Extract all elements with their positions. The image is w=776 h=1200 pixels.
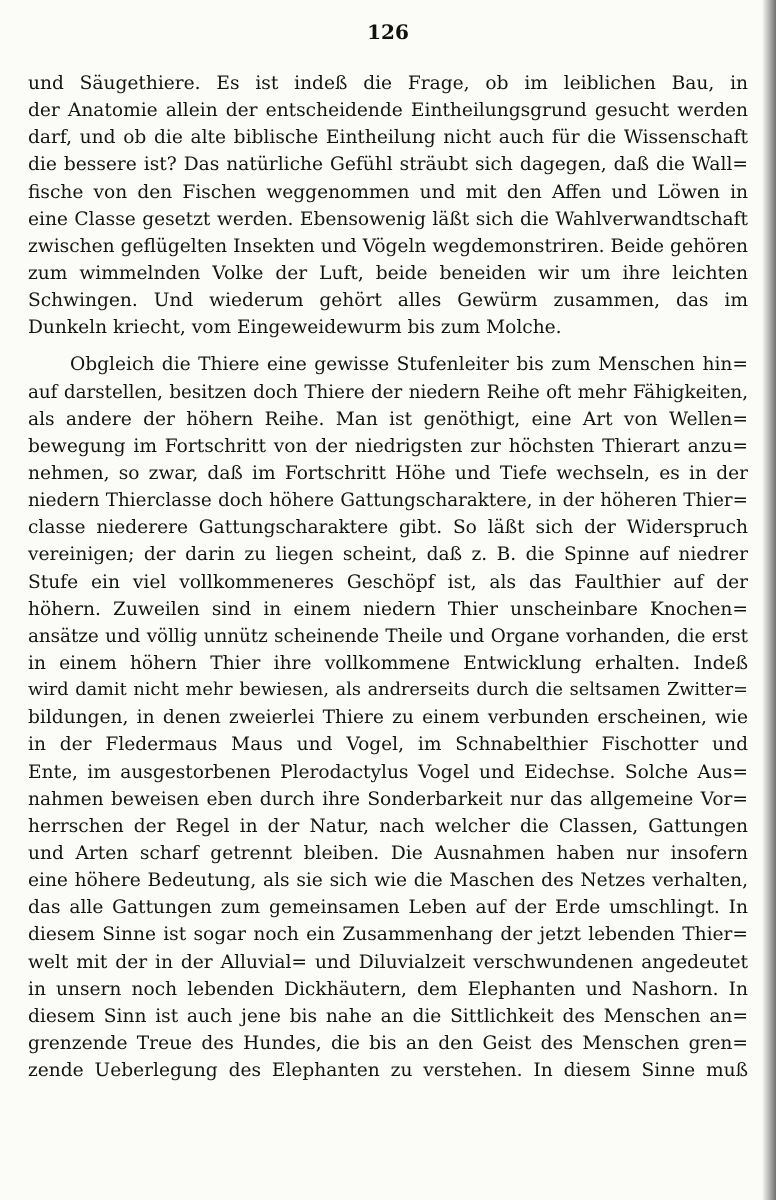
text-line: Ente, im ausgestorbenen Plerodactylus Vogel und Eidechse. Solche Aus= [28, 761, 748, 783]
page-edge-shadow [762, 0, 776, 1200]
text-line: grenzende Treue des Hundes, die bis an den Geist des Menschen gren= [28, 1032, 748, 1054]
text-line: und Arten scharf getrennt bleiben. Die Ausnahmen haben nur insofern [28, 842, 748, 864]
text-line: darf, und ob die alte biblische Eintheilung nicht auch für die Wissenschaft [28, 127, 748, 149]
text-line: eine höhere Bedeutung, als sie sich wie die Maschen des Netzes verhalten, [28, 870, 748, 892]
text-line: höhern. Zuweilen sind in einem niedern Thier unscheinbare Knochen= [28, 598, 748, 620]
text-line: und Säugethiere. Es ist indeß die Frage, ob im leiblichen Bau, in [28, 73, 748, 94]
text-line: in einem höhern Thier ihre vollkommene Entwicklung erhalten. Indeß [28, 652, 748, 674]
text-line: als andere der höhern Reihe. Man ist genöthigt, eine Art von Wellen= [28, 408, 748, 430]
text-line: wird damit nicht mehr bewiesen, als andrerseits durch die seltsamen Zwitter= [28, 680, 748, 701]
text-line: bewegung im Fortschritt von der niedrigsten zur höchsten Thierart anzu= [28, 435, 748, 457]
text-line: Dunkeln kriecht, vom Eingeweidewurm bis zum Molche. [28, 317, 562, 339]
text-line: niedern Thierclasse doch höhere Gattungscharaktere, in der höheren Thier= [28, 490, 748, 512]
text-line: der Anatomie allein der entscheidende Eintheilungsgrund gesucht werden [28, 100, 748, 122]
page-number: 126 [367, 20, 409, 44]
text-line: auf darstellen, besitzen doch Thiere der niedern Reihe oft mehr Fähigkeiten, [28, 381, 748, 403]
text-line: in unsern noch lebenden Dickhäutern, dem Elephanten und Nashorn. In [28, 978, 748, 1000]
text-line: welt mit der in der Alluvial= und Diluvialzeit verschwundenen angedeutet [28, 951, 748, 973]
text-line: ansätze und völlig unnütz scheinende Theile und Organe vorhanden, die erst [28, 625, 748, 647]
text-line: vereinigen; der darin zu liegen scheint, daß z. B. die Spinne auf niedrer [28, 544, 748, 566]
text-line: die bessere ist? Das natürliche Gefühl sträubt sich dagegen, daß die Wall= [28, 154, 748, 176]
text-line: herrschen der Regel in der Natur, nach welcher die Classen, Gattungen [28, 815, 748, 837]
text-line: nehmen, so zwar, daß im Fortschritt Höhe und Tiefe wechseln, es in der [28, 462, 748, 484]
paragraph-1 [28, 70, 748, 341]
text-line: Stufe ein viel vollkommeneres Geschöpf ist, als das Faulthier auf der [28, 571, 748, 593]
text-line: das alle Gattungen zum gemeinsamen Leben auf der Erde umschlingt. In [28, 897, 748, 919]
text-line: zende Ueberlegung des Elephanten zu verstehen. In diesem Sinne muß [28, 1060, 748, 1082]
body-text [28, 70, 748, 1084]
text-line: diesem Sinn ist auch jene bis nahe an die Sittlichkeit des Menschen an= [28, 1005, 748, 1027]
text-line: fische von den Fischen weggenommen und mit den Affen und Löwen in [28, 181, 748, 203]
text-line: in der Fledermaus Maus und Vogel, im Schnabelthier Fischotter und [28, 734, 748, 756]
text-line: zwischen geflügelten Insekten und Vögeln wegdemonstriren. Beide gehören [28, 235, 748, 257]
text-line: bildungen, in denen zweierlei Thiere zu einem verbunden erscheinen, wie [28, 707, 748, 729]
text-line: classe niederere Gattungscharaktere gibt. So läßt sich der Widerspruch [28, 517, 748, 539]
text-line: eine Classe gesetzt werden. Ebensowenig läßt sich die Wahlverwandtschaft [28, 208, 748, 230]
paragraph-spacer [28, 341, 748, 351]
text-line: Schwingen. Und wiederum gehört alles Gewürm zusammen, das im [28, 290, 748, 312]
text-line: diesem Sinne ist sogar noch ein Zusammenhang der jetzt lebenden Thier= [28, 924, 748, 946]
paragraph-2 [28, 351, 748, 1084]
text-line: nahmen beweisen eben durch ihre Sonderbarkeit nur das allgemeine Vor= [28, 788, 748, 810]
text-line: zum wimmelnden Volke der Luft, beide beneiden wir um ihre leichten [28, 262, 748, 284]
text-line: Obgleich die Thiere eine gewisse Stufenleiter bis zum Menschen hin= [70, 354, 748, 376]
